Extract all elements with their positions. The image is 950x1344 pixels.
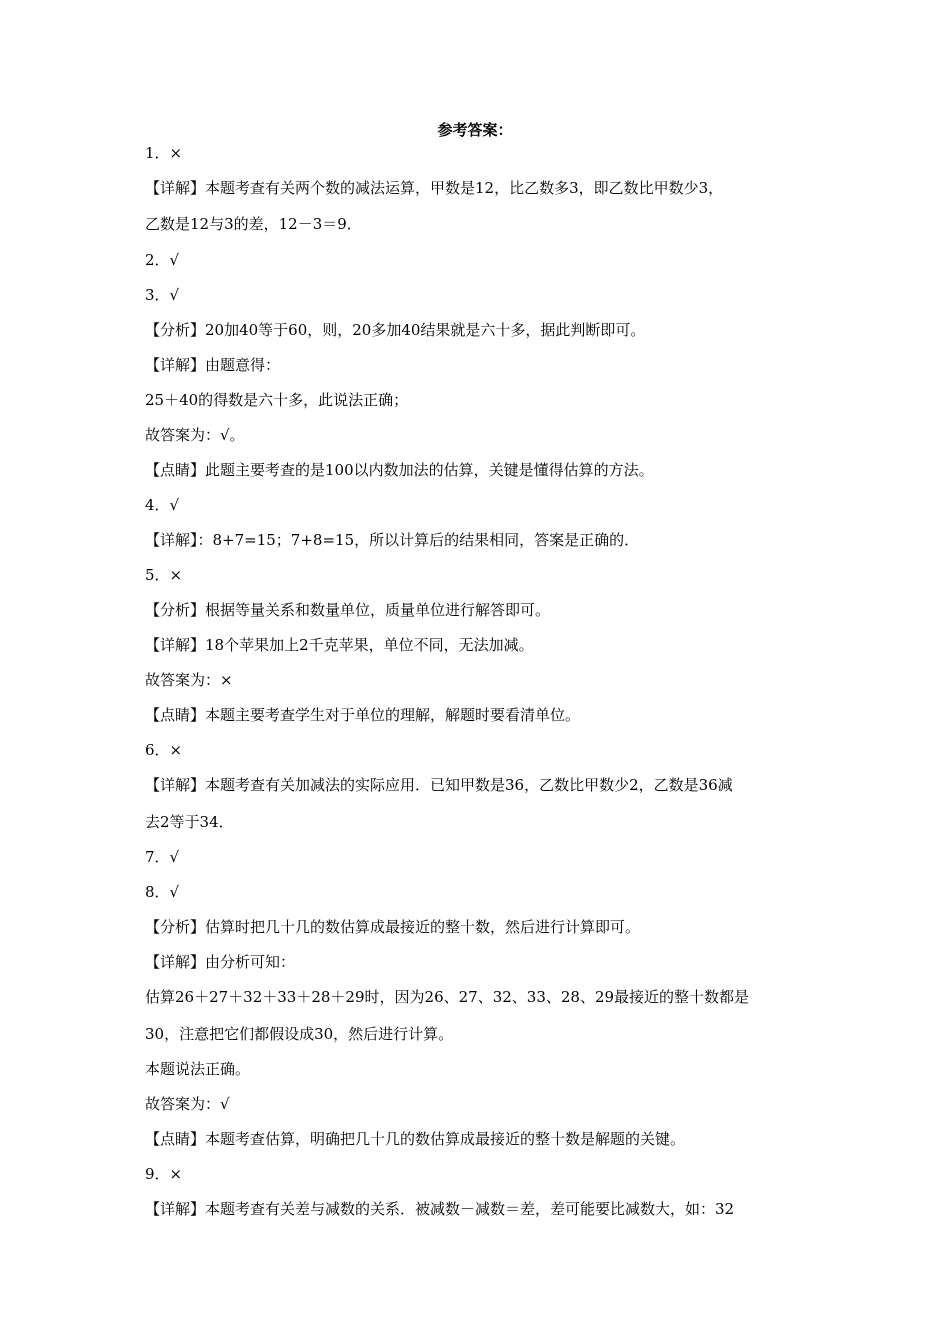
answer-line: 3．√ [145, 286, 180, 304]
answer-line: 【分析】20加40等于60，则，20多加40结果就是六十多，据此判断即可。 [145, 321, 646, 339]
answer-line: 【详解】18个苹果加上2千克苹果，单位不同，无法加减。 [145, 636, 534, 654]
answer-line: 【详解】本题考查有关两个数的减法运算，甲数是12，比乙数多3，即乙数比甲数少3， [145, 179, 724, 197]
answer-line: 去2等于34． [145, 813, 234, 831]
answer-line: 9．× [145, 1165, 183, 1183]
answer-line: 【分析】根据等量关系和数量单位，质量单位进行解答即可。 [145, 601, 551, 619]
answer-line: 【分析】估算时把几十几的数估算成最接近的整十数，然后进行计算即可。 [145, 918, 641, 936]
answer-line: 故答案为：√。 [145, 426, 245, 444]
answer-line: 故答案为：× [145, 671, 233, 689]
answer-line: 5．× [145, 566, 183, 584]
answer-line: 【详解】：8+7=15；7+8=15，所以计算后的结果相同，答案是正确的． [145, 531, 640, 549]
answer-line: 【点睛】本题主要考查学生对于单位的理解，解题时要看清单位。 [145, 706, 581, 724]
answer-line: 2．√ [145, 251, 180, 269]
answer-line: 4．√ [145, 496, 180, 514]
answer-line: 6．× [145, 741, 183, 759]
answer-line: 1．× [145, 144, 183, 162]
answer-line: 30，注意把它们都假设成30，然后进行计算。 [145, 1025, 454, 1043]
answer-line: 【详解】本题考查有关差与减数的关系．被减数－减数＝差，差可能要比减数大，如：32 [145, 1200, 735, 1218]
answer-line: 【详解】由题意得： [145, 356, 281, 374]
answer-line: 8．√ [145, 883, 180, 901]
answer-line: 本题说法正确。 [145, 1060, 251, 1078]
answer-line: 【点睛】此题主要考查的是100以内数加法的估算，关键是懂得估算的方法。 [145, 461, 654, 479]
answer-line: 【详解】本题考查有关加减法的实际应用．已知甲数是36，乙数比甲数少2，乙数是36减 [145, 776, 733, 794]
answer-line: 乙数是12与3的差，12－3＝9． [145, 215, 362, 233]
answer-line: 【详解】由分析可知： [145, 953, 296, 971]
answer-line: 7．√ [145, 848, 180, 866]
answer-line: 25＋40的得数是六十多，此说法正确； [145, 391, 409, 409]
answer-line: 【点睛】本题考查估算，明确把几十几的数估算成最接近的整十数是解题的关键。 [145, 1130, 686, 1148]
page-title: 参考答案： [437, 121, 513, 139]
answer-line: 估算26＋27＋32＋33＋28＋29时，因为26、27、32、33、28、29最接近的整十数都是 [145, 988, 750, 1006]
answer-line: 故答案为：√ [145, 1095, 230, 1113]
